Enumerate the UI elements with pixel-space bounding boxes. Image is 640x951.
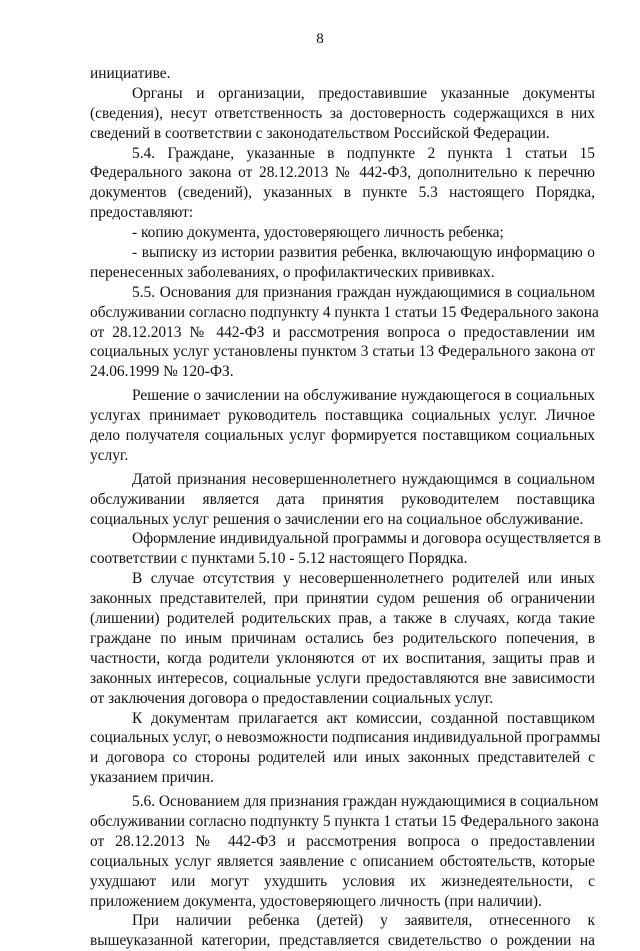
text-line: предоставляют: [90, 204, 194, 222]
text-line: 5.6. Основанием для признания граждан нуждающимися в социальном [132, 793, 599, 811]
text-line: Оформление индивидуальной программы и договора осуществляется в [132, 530, 601, 548]
text-line: приложением документа, удостоверяющего личность (при наличии). [90, 892, 542, 910]
text-line: и договора со стороны родителей или иных законных представителей с [90, 749, 595, 767]
text-line: перенесенных заболеваниях, о профилактических прививках. [90, 263, 495, 281]
text-line: Решение о зачислении на обслуживание нуждающегося в социальных [132, 387, 595, 405]
text-line: вышеуказанной категории, представляется свидетельство о рождении на [90, 932, 595, 950]
text-line: обслуживании является дата принятия руководителем поставщика [90, 490, 595, 508]
text-line: социальных услуг решения о зачислении его на социальное обслуживание. [90, 510, 584, 528]
text-line: законных представителей, при принятии судом решения об ограничении [90, 590, 595, 608]
text-line: дело получателя социальных услуг формируется поставщиком социальных [90, 427, 595, 445]
text-line: - копию документа, удостоверяющего личность ребенка; [132, 224, 504, 242]
text-line: частности, когда родители уклоняются от их воспитания, защиты прав и [90, 649, 595, 667]
text-line: инициативе. [90, 65, 171, 82]
text-line: документов (сведений), указанных в пункте 5.3 настоящего Порядка, [90, 184, 595, 202]
text-line: услуг. [90, 446, 129, 464]
text-line: Федерального закона от 28.12.2013 № 442-ФЗ, дополнительно к перечню [90, 164, 595, 182]
text-line: 5.4. Граждане, указанные в подпункте 2 пункта 1 статьи 15 [132, 144, 595, 162]
text-line: (лишении) родителей родительских прав, а также в случаях, когда такие [90, 610, 595, 628]
text-line: услугах принимает руководитель поставщика социальных услуг. Личное [90, 407, 595, 425]
text-line: граждане по иным причинам остались без родительского попечения, в [90, 629, 595, 647]
text-line: социальных услуг установлены пунктом 3 статьи 13 Федерального закона от [90, 343, 595, 361]
text-line: Органы и организации, предоставившие указанные документы [132, 84, 595, 102]
text-line: социальных услуг, о невозможности подписания индивидуальной программы [90, 729, 601, 747]
text-line: обслуживании согласно подпункту 4 пункта 1 статьи 15 Федерального закона [90, 303, 599, 321]
text-line: (сведения), несут ответственность за достоверность содержащихся в них [90, 104, 595, 122]
text-line: социальных услуг является заявление с описанием обстоятельств, которые [90, 852, 595, 870]
text-line: - выписку из истории развития ребенка, включающую информацию о [132, 244, 595, 262]
text-line: В случае отсутствия у несовершеннолетнего родителей или иных [132, 570, 595, 588]
page-number: 8 [316, 31, 324, 47]
text-line: сведений в соответствии с законодательством Российской Федерации. [90, 124, 550, 142]
text-line: Датой признания несовершеннолетнего нуждающимся в социальном [132, 470, 595, 488]
document-body [90, 64, 601, 951]
text-line: 24.06.1999 № 120-ФЗ. [90, 363, 234, 381]
text-line: от 28.12.2013 № 442-ФЗ и рассмотрения вопроса о предоставлении им [90, 323, 595, 341]
text-line: К документам прилагается акт комиссии, созданной поставщиком [132, 709, 595, 727]
text-line: При наличии ребенка (детей) у заявителя, отнесенного к [132, 912, 595, 930]
text-line: обслуживании согласно подпункту 5 пункта 1 статьи 15 Федерального закона [90, 812, 599, 830]
text-line: от 28.12.2013 № 442-ФЗ и рассмотрения вопроса о предоставлении [90, 832, 595, 850]
text-line: указанием причин. [90, 769, 214, 787]
text-line: соответствии с пунктами 5.10 - 5.12 настоящего Порядка. [90, 550, 468, 568]
text-line: 5.5. Основания для признания граждан нуждающимися в социальном [132, 283, 595, 301]
text-line: ухудшают или могут ухудшить условия их жизнедеятельности, с [90, 872, 595, 890]
text-line: от заключения договора о предоставлении социальных услуг. [90, 689, 494, 707]
text-line: законных интересов, социальные услуги предоставляются вне зависимости [90, 669, 595, 687]
